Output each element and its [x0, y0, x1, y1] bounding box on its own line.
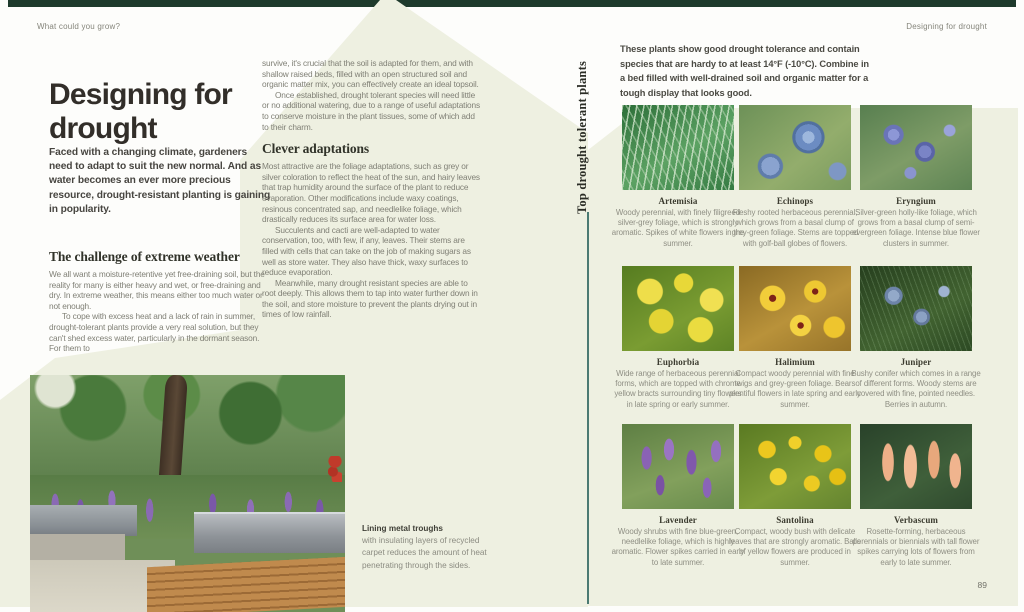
photo-tree-canopy	[30, 375, 345, 484]
section-heading-extreme-weather: The challenge of extreme weather	[49, 249, 240, 264]
plant-description: Compact, woody bush with delicate leaves that are strongly aromatic. Balls of yellow flowers are produced in summer.	[729, 527, 861, 567]
page-title: Designing for drought	[49, 78, 232, 146]
plant-name: Echinops	[776, 196, 814, 206]
plant-description: Woody perennial, with finely filigreed silver-grey foliage, which is strongly aromatic. Spikes of white flowers in the summer.	[611, 208, 745, 248]
photo-metal-trough-left	[30, 505, 137, 536]
running-header-left: What could you grow?	[37, 22, 121, 31]
plant-description: Fleshy rooted herbaceous perennial, which grows from a basal clump of grey-green foliage. Stems are topped with golf-ball globes of flowers.	[731, 208, 859, 248]
plant-description: Woody shrubs with fine blue-green, needlelike foliage, which is highly aromatic. Flower spikes carried in early to late summer.	[611, 527, 745, 567]
plants-intro: These plants show good drought tolerance and contain species that are hardy to at least 14°F (-10°C). Combine in a bed filled with well-drained soil and organic matter for a tough display that looks good.	[620, 44, 870, 98]
spine-vertical-rule	[587, 212, 589, 604]
photo-red-flowers	[328, 456, 342, 482]
garden-photo	[30, 375, 345, 612]
artemisia-photo	[622, 105, 734, 190]
running-header-right: Designing for drought	[906, 22, 987, 31]
page-number: 89	[977, 580, 987, 590]
plant-card-artemisia	[611, 105, 745, 249]
plant-card-eryngium	[849, 105, 983, 249]
santolina-photo	[739, 424, 851, 509]
body-paragraph: To cope with excess heat and a lack of rain in summer, drought-tolerant plants provide a very real solution, but they can't shed excess water, particularly in the dormant season. For them to	[49, 311, 260, 354]
lavender-photo	[622, 424, 734, 509]
plant-card-echinops	[728, 105, 862, 249]
halimium-photo	[739, 266, 851, 351]
photo-caption-lead: Lining metal troughs	[362, 524, 443, 533]
plant-name: Juniper	[900, 357, 932, 367]
middle-column	[262, 58, 482, 320]
plant-description: Silver-green holly-like foliage, which grows from a basal clump of semi-evergreen foliage. Intense blue flower clusters in summer.	[852, 208, 980, 248]
section-heading-clever-adaptations: Clever adaptations	[262, 141, 370, 157]
body-paragraph: Once established, drought tolerant species will need little or no additional watering, due to a range of useful adaptations to conserve moisture in the plant tissues, some of which add to their charm.	[262, 89, 480, 132]
eryngium-photo	[860, 105, 972, 190]
echinops-photo	[739, 105, 851, 190]
plant-description: Wide range of herbaceous perennial forms, which are topped with chrome yellow bracts surrounding tiny flowers in late spring or early summer.	[614, 369, 742, 409]
juniper-photo	[860, 266, 972, 351]
plant-name: Halimium	[775, 357, 815, 367]
plant-name: Artemisia	[658, 196, 698, 206]
photo-metal-trough-right	[194, 512, 345, 552]
body-paragraph: Most attractive are the foliage adaptations, such as grey or silver coloration to reflect the heat of the sun, and hairy leaves that trap humidity around the surface of the plant to reduce evaporation. Other modifications include waxy coatings, resinous concentrated sap, and needlelike foliage, which drastically reduces its surface area for water loss.	[262, 161, 480, 225]
plant-card-euphorbia	[611, 266, 745, 410]
plant-card-verbascum	[849, 424, 983, 568]
plant-name: Euphorbia	[656, 357, 700, 367]
left-column	[49, 249, 267, 354]
top-accent-bar	[8, 0, 1016, 7]
body-paragraph: Succulents and cacti are well-adapted to water conservation, too, with few, if any, leaves. Their stems are filled with cells that can take on the job of making sugars as well as store water. They also have thick, waxy surfaces to reduce evaporation.	[262, 224, 471, 278]
plant-description: Rosette-forming, herbaceous perennials or biennials with tall flower spikes carrying lots of flowers from early to late summer.	[852, 527, 980, 567]
plant-card-halimium	[728, 266, 862, 410]
plant-card-lavender	[611, 424, 745, 568]
body-paragraph: Meanwhile, many drought resistant species are able to root deeply. This allows them to tap into water further down in the soil, and store moisture to prevent the plants drying out in times of low rainfall.	[262, 277, 478, 320]
plant-name: Lavender	[659, 515, 697, 525]
plant-name: Santolina	[776, 515, 814, 525]
standfirst: Faced with a changing climate, gardeners need to adapt to suit the new normal. And as water becomes an ever more precious resource, drought-resistant planting is gaining in popularity.	[49, 147, 271, 215]
plant-description: Compact woody perennial with fine twigs and grey-green foliage. Bears plentiful flowers in late spring and early summer.	[729, 369, 861, 409]
photo-caption-text: with insulating layers of recycled carpet reduces the amount of heat penetrating through the sides.	[362, 536, 487, 570]
plant-card-santolina	[728, 424, 862, 568]
plant-description: Bushy conifer which comes in a range of different forms. Woody stems are covered with fine, pointed needles. Berries in autumn.	[851, 369, 981, 409]
vertical-section-title: Top drought tolerant plants	[575, 60, 589, 214]
plant-name: Eryngium	[896, 196, 936, 206]
plant-name: Verbascum	[893, 515, 939, 525]
photo-wooden-bench	[147, 557, 345, 612]
body-paragraph: We all want a moisture-retentive yet free-draining soil, but the reality for many is either heavy and wet, or free-draining and dry. In extreme weather, this means either too much water or not enough.	[49, 269, 265, 311]
plant-card-juniper	[849, 266, 983, 410]
photo-caption	[362, 523, 494, 572]
body-paragraph: survive, it's crucial that the soil is adapted for them, and with shallow raised beds, filled with an open structured soil and organic matter mix, you can effectively create an ideal topsoil.	[262, 58, 479, 90]
verbascum-photo	[860, 424, 972, 509]
euphorbia-photo	[622, 266, 734, 351]
